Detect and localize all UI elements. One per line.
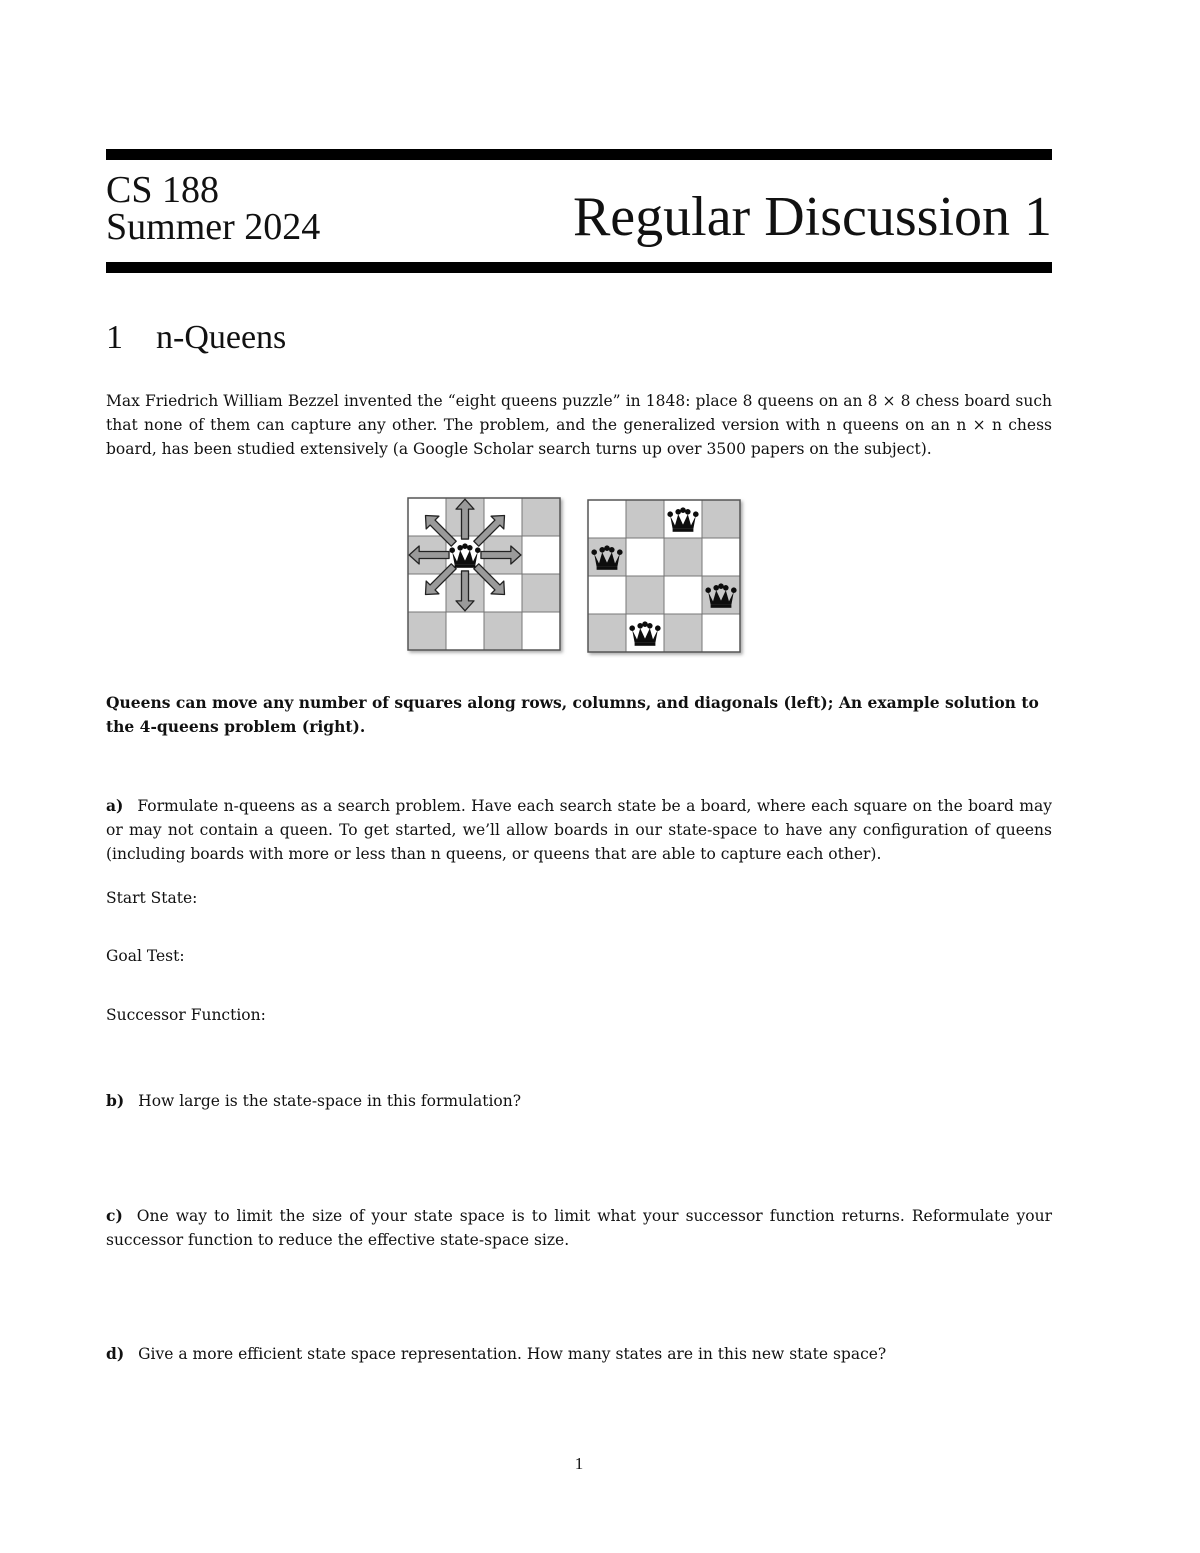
right-board-square (664, 538, 702, 576)
right-board-square (664, 576, 702, 614)
question-c-label: c) (106, 1206, 123, 1225)
right-board-square (702, 538, 740, 576)
section-title: n-Queens (156, 319, 287, 356)
left-board-square (484, 612, 522, 650)
right-board-square (626, 538, 664, 576)
right-board-square (626, 576, 664, 614)
question-c (106, 1204, 1052, 1252)
successor-function-label: Successor Function: (106, 1006, 266, 1024)
right-board-4-queens-solution (588, 500, 740, 652)
question-a (106, 794, 1052, 866)
question-b (106, 1089, 1052, 1113)
section-number: 1 (106, 319, 123, 356)
header-top-rule (106, 149, 1052, 160)
question-b-label: b) (106, 1091, 125, 1110)
left-board-square (522, 574, 560, 612)
question-a-label: a) (106, 796, 124, 815)
left-board-square (522, 498, 560, 536)
left-board-square (522, 536, 560, 574)
queens-figure (402, 494, 748, 658)
left-board-square (446, 612, 484, 650)
question-b-text: How large is the state-space in this formulation? (138, 1092, 522, 1110)
question-c-text: One way to limit the size of your state space is to limit what your successor function returns. Reformulate your successor function to reduce the effective state-space size. (106, 1207, 1052, 1249)
document-title: Regular Discussion 1 (572, 186, 1052, 248)
left-board-queen-moves (408, 498, 560, 650)
page-number: 1 (574, 1454, 584, 1473)
right-board-square (588, 500, 626, 538)
section-heading (106, 318, 286, 358)
question-a-text: Formulate n-queens as a search problem. Have each search state be a board, where each square on the board may or may not contain a queen. To get started, we’ll allow boards in our state-space to have any configuration of queens (including boards with more or less than n queens, or queens that are able to capture each other). (106, 797, 1052, 863)
right-board-square (664, 500, 702, 538)
goal-test-label: Goal Test: (106, 947, 185, 965)
course-code: CS 188 (106, 169, 219, 211)
course-term: Summer 2024 (106, 206, 321, 248)
left-board-square (408, 612, 446, 650)
right-board-square (702, 500, 740, 538)
figure-caption: Queens can move any number of squares along rows, columns, and diagonals (left); An example solution to the 4-queens problem (right). (106, 693, 1039, 736)
start-state-label: Start State: (106, 889, 198, 907)
header-bottom-rule (106, 262, 1052, 273)
right-board-square (588, 614, 626, 652)
right-board-square (702, 576, 740, 614)
right-board-square (588, 576, 626, 614)
right-board-square (626, 500, 664, 538)
question-d-text: Give a more efficient state space representation. How many states are in this new state space? (138, 1345, 887, 1363)
right-board-square (588, 538, 626, 576)
question-d-label: d) (106, 1344, 125, 1363)
intro-paragraph: Max Friedrich William Bezzel invented the “eight queens puzzle” in 1848: place 8 queens on an 8 × 8 chess board such that none of them can capture any other. The problem, and the generalized version with n queens on an n × n chess board, has been studied extensively (a Google Scholar search turns up over 3500 papers on the subject). (106, 392, 1052, 458)
right-board-square (702, 614, 740, 652)
right-board-square (664, 614, 702, 652)
left-board-square (522, 612, 560, 650)
question-d (106, 1342, 1052, 1366)
right-board-square (626, 614, 664, 652)
